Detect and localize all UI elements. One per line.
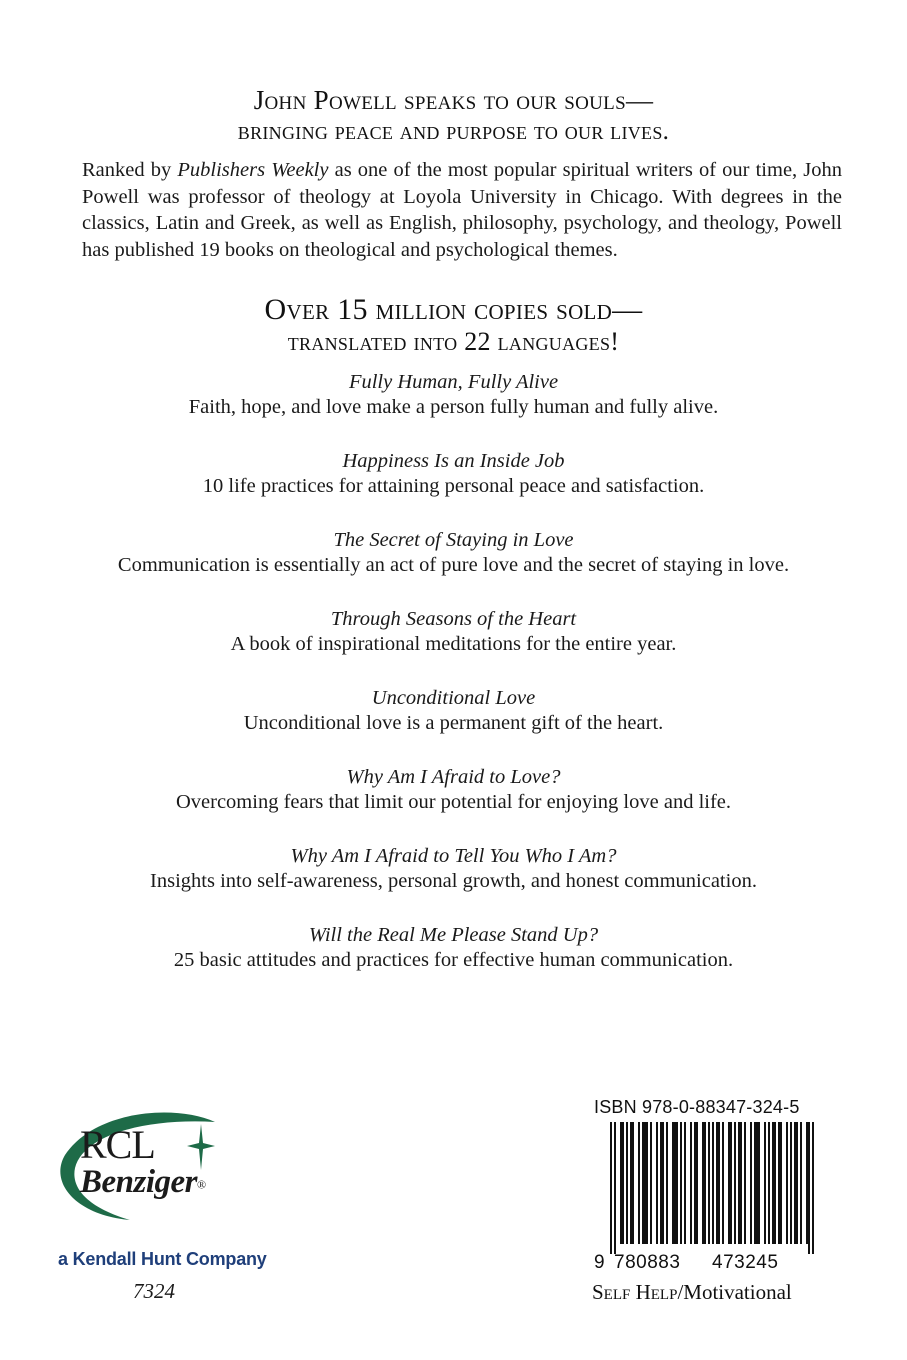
sales-headline-line-2: translated into 22 languages!: [287, 327, 620, 356]
book-title: Fully Human, Fully Alive: [348, 371, 559, 393]
barcode-bar: [644, 1122, 646, 1244]
book-description: Faith, hope, and love make a person fully human and fully alive.: [188, 396, 719, 418]
barcode-bar: [642, 1122, 644, 1244]
book-title: Why Am I Afraid to Love?: [346, 766, 561, 788]
barcode-bar: [812, 1122, 814, 1254]
barcode-bar: [774, 1122, 776, 1244]
barcode-bar: [684, 1122, 686, 1244]
barcode-bar: [758, 1122, 760, 1244]
barcode-bar: [780, 1122, 782, 1244]
barcode-bar: [764, 1122, 766, 1244]
barcode-bar: [744, 1122, 746, 1244]
category-label: [592, 1280, 792, 1305]
book-list: [0, 370, 907, 1002]
book-description: Insights into self-awareness, personal growth, and honest communication.: [150, 870, 757, 892]
bio-text-start: Ranked by: [82, 159, 178, 181]
isbn-label: ISBN 978-0-88347-324-5: [594, 1097, 800, 1117]
barcode-bar: [734, 1122, 736, 1244]
barcode-bar: [662, 1122, 664, 1244]
barcode-bar: [650, 1122, 652, 1244]
logo-text-benziger: [80, 1165, 206, 1201]
barcode-bar: [620, 1122, 622, 1244]
barcode-bar: [806, 1122, 808, 1244]
book-title: Through Seasons of the Heart: [330, 608, 577, 630]
headline-line-1: John Powell speaks to our souls—: [253, 85, 654, 115]
book-entry: [0, 686, 907, 765]
barcode-bar: [672, 1122, 674, 1244]
book-entry: [0, 370, 907, 449]
barcode-bar: [794, 1122, 796, 1244]
book-title: The Secret of Staying in Love: [333, 529, 574, 551]
barcode-bar: [716, 1122, 718, 1244]
barcode-bar: [614, 1122, 616, 1254]
barcode-bar: [754, 1122, 756, 1244]
book-entry: [0, 607, 907, 686]
barcode-bar: [696, 1122, 698, 1244]
barcode-bar: [730, 1122, 732, 1244]
barcode-bar: [674, 1122, 676, 1244]
book-entry: [0, 449, 907, 528]
barcode-bar: [808, 1122, 810, 1254]
barcode-bar: [712, 1122, 714, 1244]
category-primary: Self Help: [592, 1280, 678, 1304]
barcode-bar: [800, 1122, 802, 1244]
barcode-bar: [778, 1122, 780, 1244]
bio-text-rest: as one of the most popular spiritual writers of our time, John Powell was professor of theology at Loyola University in Chicago. With degrees in the classics, Latin and Greek, as well as English, philosophy, psychology, and theology, Powell has published 19 books on theological and psychological themes.: [82, 159, 843, 261]
barcode-bars: [610, 1122, 814, 1254]
barcode-digits-group-1: 780883: [614, 1252, 681, 1272]
book-title: Unconditional Love: [371, 687, 536, 709]
barcode-bar: [718, 1122, 720, 1244]
book-description: 10 life practices for attaining personal peace and satisfaction.: [202, 475, 705, 497]
barcode-bar: [772, 1122, 774, 1244]
book-title: Why Am I Afraid to Tell You Who I Am?: [290, 845, 617, 867]
logo-text-rcl: RCL: [80, 1122, 155, 1167]
book-description: 25 basic attitudes and practices for effective human communication.: [173, 949, 734, 971]
barcode-bar: [756, 1122, 758, 1244]
barcode-digits-group-2: 473245: [712, 1252, 779, 1272]
barcode-bar: [660, 1122, 662, 1244]
barcode-bar: [702, 1122, 704, 1244]
barcode-bar: [638, 1122, 640, 1244]
barcode-bar: [632, 1122, 634, 1244]
barcode-bar: [790, 1122, 792, 1244]
barcode-bar: [740, 1122, 742, 1244]
book-entry: [0, 844, 907, 923]
book-description: Unconditional love is a permanent gift of the heart.: [243, 712, 664, 734]
book-description: Communication is essentially an act of pure love and the secret of staying in love.: [117, 554, 790, 576]
barcode-bar: [626, 1122, 628, 1244]
book-description: Overcoming fears that limit our potential for enjoying love and life.: [175, 791, 732, 813]
headline-line-2: bringing peace and purpose to our lives.: [237, 118, 670, 145]
barcode-bar: [630, 1122, 632, 1244]
publication-name: Publishers Weekly: [177, 159, 329, 181]
logo-benziger-word: Benziger: [80, 1164, 198, 1200]
category-secondary: /Motivational: [677, 1280, 792, 1304]
barcode-bar: [694, 1122, 696, 1244]
barcode-bar: [722, 1122, 724, 1244]
barcode-bar: [708, 1122, 710, 1244]
barcode-bar: [676, 1122, 678, 1244]
barcode-bar: [728, 1122, 730, 1244]
barcode-bar: [750, 1122, 752, 1244]
book-title: Will the Real Me Please Stand Up?: [308, 924, 599, 946]
book-entry: [0, 528, 907, 607]
barcode-bar: [796, 1122, 798, 1244]
barcode-bar: [768, 1122, 770, 1244]
barcode-bar: [690, 1122, 692, 1244]
book-description: A book of inspirational meditations for the entire year.: [230, 633, 677, 655]
author-bio: [82, 157, 842, 263]
barcode: [594, 1122, 816, 1272]
registered-mark: ®: [197, 1177, 206, 1192]
sales-headline-line-1: Over 15 million copies sold—: [264, 293, 643, 326]
book-title: Happiness Is an Inside Job: [342, 450, 565, 472]
barcode-digit-lead: 9: [594, 1252, 605, 1272]
barcode-bar: [656, 1122, 658, 1244]
product-code: 7324: [133, 1279, 175, 1303]
barcode-bar: [610, 1122, 612, 1254]
barcode-bar: [704, 1122, 706, 1244]
barcode-bar: [646, 1122, 648, 1244]
barcode-bar: [786, 1122, 788, 1244]
barcode-bar: [738, 1122, 740, 1244]
barcode-bar: [666, 1122, 668, 1244]
publisher-tagline: a Kendall Hunt Company: [58, 1249, 267, 1269]
book-entry: [0, 765, 907, 844]
barcode-bar: [680, 1122, 682, 1244]
barcode-bar: [622, 1122, 624, 1244]
book-entry: [0, 923, 907, 1002]
